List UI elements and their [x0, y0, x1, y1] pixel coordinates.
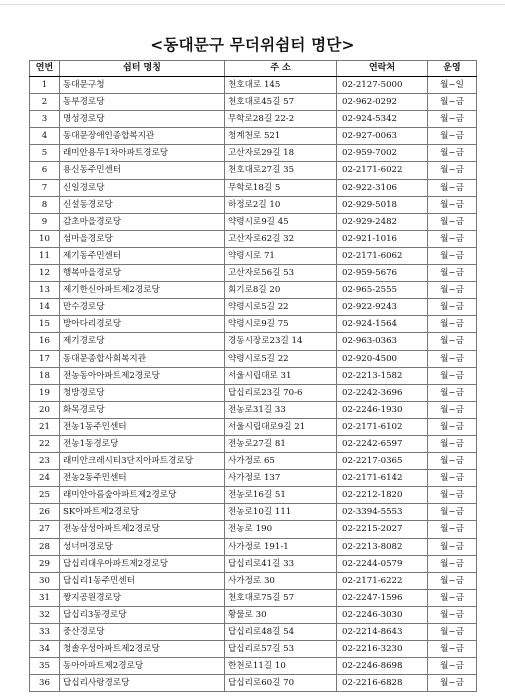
address: 답십리로60길 70 — [225, 675, 337, 692]
row-number: 26 — [30, 504, 60, 521]
address: 경동시장로23길 14 — [225, 333, 337, 350]
table-row — [30, 94, 477, 111]
shelter-name: 짱지공원경로당 — [60, 589, 225, 606]
shelter-name: 전농삼성아파트제2경로당 — [60, 521, 225, 538]
address: 무학로18길 5 — [225, 179, 337, 196]
table-row — [30, 77, 477, 94]
table-row — [30, 247, 477, 264]
row-number: 9 — [30, 213, 60, 230]
table-row — [30, 675, 477, 692]
operating-days: 월~금 — [428, 316, 477, 333]
row-number: 8 — [30, 196, 60, 213]
phone-number: 02-3394-5553 — [337, 504, 428, 521]
table-row — [30, 589, 477, 606]
shelter-name: 섬마을경로당 — [60, 230, 225, 247]
shelter-name: 방아다리경로당 — [60, 316, 225, 333]
table-row — [30, 487, 477, 504]
operating-days: 월~금 — [428, 333, 477, 350]
phone-number: 02-2246-3030 — [337, 606, 428, 623]
row-number: 18 — [30, 367, 60, 384]
operating-days: 월~금 — [428, 265, 477, 282]
table-row — [30, 658, 477, 675]
operating-days: 월~금 — [428, 470, 477, 487]
shelter-name: 래미안크레시티3단지아파트경로당 — [60, 453, 225, 470]
operating-days: 월~금 — [428, 367, 477, 384]
phone-number: 02-2216-3230 — [337, 641, 428, 658]
phone-number: 02-965-2555 — [337, 282, 428, 299]
shelter-name: 래미안용두1차아파트경로당 — [60, 145, 225, 162]
operating-days: 월~금 — [428, 111, 477, 128]
shelter-name: 답십리3동경로당 — [60, 606, 225, 623]
shelter-name: 제기동주민센터 — [60, 247, 225, 264]
operating-days: 월~금 — [428, 589, 477, 606]
phone-number: 02-959-7002 — [337, 145, 428, 162]
operating-days: 월~금 — [428, 282, 477, 299]
address: 사가정로 30 — [225, 572, 337, 589]
phone-number: 02-2216-6828 — [337, 675, 428, 692]
row-number: 15 — [30, 316, 60, 333]
shelter-table — [29, 60, 477, 692]
row-number: 22 — [30, 435, 60, 452]
row-number: 3 — [30, 111, 60, 128]
address: 전농로27길 81 — [225, 435, 337, 452]
table-row — [30, 572, 477, 589]
operating-days: 월~금 — [428, 401, 477, 418]
address: 답십리로23길 70-6 — [225, 384, 337, 401]
row-number: 36 — [30, 675, 60, 692]
address: 사가정로 65 — [225, 453, 337, 470]
phone-number: 02-2242-3696 — [337, 384, 428, 401]
phone-number: 02-959-5676 — [337, 265, 428, 282]
phone-number: 02-922-9243 — [337, 299, 428, 316]
address: 전농로10길 111 — [225, 504, 337, 521]
address: 답십리로48길 54 — [225, 624, 337, 641]
row-number: 29 — [30, 555, 60, 572]
row-number: 35 — [30, 658, 60, 675]
shelter-name: 행복마을경로당 — [60, 265, 225, 282]
phone-number: 02-963-0363 — [337, 333, 428, 350]
address: 약령시로5길 22 — [225, 299, 337, 316]
address: 천호대로75길 57 — [225, 589, 337, 606]
col-header-phone: 연락처 — [337, 61, 428, 77]
header-row — [30, 61, 477, 77]
operating-days: 월~금 — [428, 487, 477, 504]
row-number: 23 — [30, 453, 60, 470]
row-number: 20 — [30, 401, 60, 418]
row-number: 30 — [30, 572, 60, 589]
table-row — [30, 538, 477, 555]
operating-days: 월~금 — [428, 350, 477, 367]
operating-days: 월~금 — [428, 247, 477, 264]
operating-days: 월~금 — [428, 179, 477, 196]
shelter-name: 제기경로당 — [60, 333, 225, 350]
phone-number: 02-924-5342 — [337, 111, 428, 128]
row-number: 6 — [30, 162, 60, 179]
shelter-name: 신설동경로당 — [60, 196, 225, 213]
address: 한천로11길 10 — [225, 658, 337, 675]
phone-number: 02-921-1016 — [337, 230, 428, 247]
phone-number: 02-920-4500 — [337, 350, 428, 367]
shelter-name: 만수경로당 — [60, 299, 225, 316]
phone-number: 02-2217-0365 — [337, 453, 428, 470]
table-row — [30, 265, 477, 282]
col-header-name: 쉼터 명칭 — [60, 61, 225, 77]
address: 회기로8길 20 — [225, 282, 337, 299]
col-header-hours: 운영 — [428, 61, 477, 77]
table-row — [30, 555, 477, 572]
operating-days: 월~금 — [428, 94, 477, 111]
row-number: 34 — [30, 641, 60, 658]
phone-number: 02-2242-6597 — [337, 435, 428, 452]
shelter-name: 명성경로당 — [60, 111, 225, 128]
phone-number: 02-2171-6222 — [337, 572, 428, 589]
table-row — [30, 316, 477, 333]
shelter-name: 동아아파트제2경로당 — [60, 658, 225, 675]
table-row — [30, 435, 477, 452]
table-row — [30, 162, 477, 179]
operating-days: 월~금 — [428, 299, 477, 316]
table-row — [30, 418, 477, 435]
col-header-address: 주 소 — [225, 61, 337, 77]
row-number: 14 — [30, 299, 60, 316]
row-number: 28 — [30, 538, 60, 555]
address: 전농로 190 — [225, 521, 337, 538]
operating-days: 월~금 — [428, 521, 477, 538]
phone-number: 02-2215-2027 — [337, 521, 428, 538]
operating-days: 월~금 — [428, 230, 477, 247]
table-row — [30, 333, 477, 350]
table-row — [30, 111, 477, 128]
shelter-name: 전농2동주민센터 — [60, 470, 225, 487]
row-number: 4 — [30, 128, 60, 145]
operating-days: 월~금 — [428, 196, 477, 213]
phone-number: 02-2171-6102 — [337, 418, 428, 435]
shelter-name: 화목경로당 — [60, 401, 225, 418]
operating-days: 월~금 — [428, 641, 477, 658]
address: 무학로28길 22-2 — [225, 111, 337, 128]
row-number: 21 — [30, 418, 60, 435]
operating-days: 월~금 — [428, 145, 477, 162]
address: 하정로2길 10 — [225, 196, 337, 213]
address: 서울시립대로9길 21 — [225, 418, 337, 435]
row-number: 19 — [30, 384, 60, 401]
shelter-name: 제기한신아파트제2경로당 — [60, 282, 225, 299]
shelter-name: 동부경로당 — [60, 94, 225, 111]
phone-number: 02-2171-6062 — [337, 247, 428, 264]
row-number: 27 — [30, 521, 60, 538]
phone-number: 02-924-1564 — [337, 316, 428, 333]
operating-days: 월~금 — [428, 572, 477, 589]
shelter-name: 답십리1동주민센터 — [60, 572, 225, 589]
operating-days: 월~금 — [428, 606, 477, 623]
phone-number: 02-927-0063 — [337, 128, 428, 145]
shelter-name: 동대문구청 — [60, 77, 225, 94]
table-body — [30, 77, 477, 692]
row-number: 7 — [30, 179, 60, 196]
shelter-name: 신일경로당 — [60, 179, 225, 196]
top-divider — [0, 4, 505, 5]
table-row — [30, 299, 477, 316]
table-row — [30, 196, 477, 213]
row-number: 11 — [30, 247, 60, 264]
operating-days: 월~금 — [428, 538, 477, 555]
table-row — [30, 401, 477, 418]
table-row — [30, 145, 477, 162]
table-row — [30, 282, 477, 299]
table-row — [30, 213, 477, 230]
operating-days: 월~금 — [428, 658, 477, 675]
shelter-name: SK아파트제2경로당 — [60, 504, 225, 521]
row-number: 24 — [30, 470, 60, 487]
table-row — [30, 470, 477, 487]
address: 고산자로29길 18 — [225, 145, 337, 162]
row-number: 5 — [30, 145, 60, 162]
address: 약령시로5길 22 — [225, 350, 337, 367]
phone-number: 02-2244-0579 — [337, 555, 428, 572]
shelter-name: 답십리대우아파트제2경로당 — [60, 555, 225, 572]
table-row — [30, 230, 477, 247]
shelter-name: 전농1동경로당 — [60, 435, 225, 452]
shelter-name: 동대문종합사회복지관 — [60, 350, 225, 367]
table-row — [30, 367, 477, 384]
table-row — [30, 624, 477, 641]
row-number: 33 — [30, 624, 60, 641]
shelter-name: 감초마을경로당 — [60, 213, 225, 230]
shelter-name: 답십리사랑경로당 — [60, 675, 225, 692]
shelter-name: 청방경로당 — [60, 384, 225, 401]
phone-number: 02-2213-8082 — [337, 538, 428, 555]
address: 전농로16길 51 — [225, 487, 337, 504]
operating-days: 월~금 — [428, 128, 477, 145]
table-row — [30, 521, 477, 538]
table-row — [30, 606, 477, 623]
address: 황물로 30 — [225, 606, 337, 623]
shelter-name: 전농동아아파트제2경로당 — [60, 367, 225, 384]
phone-number: 02-2212-1820 — [337, 487, 428, 504]
shelter-name: 래미안아름숲아파트제2경로당 — [60, 487, 225, 504]
phone-number: 02-2171-6022 — [337, 162, 428, 179]
address: 사가정로 191-1 — [225, 538, 337, 555]
table-row — [30, 504, 477, 521]
table-row — [30, 384, 477, 401]
phone-number: 02-922-3106 — [337, 179, 428, 196]
address: 답십리로57길 53 — [225, 641, 337, 658]
table-header — [30, 61, 477, 77]
row-number: 16 — [30, 333, 60, 350]
row-number: 32 — [30, 606, 60, 623]
row-number: 2 — [30, 94, 60, 111]
address: 천호대로 145 — [225, 77, 337, 94]
shelter-name: 청솔우성아파트제2경로당 — [60, 641, 225, 658]
table-row — [30, 179, 477, 196]
phone-number: 02-2247-1596 — [337, 589, 428, 606]
row-number: 10 — [30, 230, 60, 247]
operating-days: 월~일 — [428, 77, 477, 94]
phone-number: 02-2246-1930 — [337, 401, 428, 418]
col-header-no: 연번 — [30, 61, 60, 77]
address: 고산자로56길 53 — [225, 265, 337, 282]
row-number: 13 — [30, 282, 60, 299]
shelter-name: 동대문장애인종합복지관 — [60, 128, 225, 145]
page-title: <동대문구 무더위쉼터 명단> — [150, 36, 355, 54]
phone-number: 02-2171-6142 — [337, 470, 428, 487]
table-row — [30, 641, 477, 658]
address: 천호대로45길 57 — [225, 94, 337, 111]
row-number: 25 — [30, 487, 60, 504]
table-row — [30, 128, 477, 145]
phone-number: 02-2127-5000 — [337, 77, 428, 94]
address: 고산자로62길 32 — [225, 230, 337, 247]
phone-number: 02-2213-1582 — [337, 367, 428, 384]
address: 청계천로 521 — [225, 128, 337, 145]
shelter-name: 용신동주민센터 — [60, 162, 225, 179]
operating-days: 월~금 — [428, 624, 477, 641]
address: 약령시로9길 75 — [225, 316, 337, 333]
phone-number: 02-929-2482 — [337, 213, 428, 230]
address: 사가정로 137 — [225, 470, 337, 487]
operating-days: 월~금 — [428, 418, 477, 435]
table-row — [30, 453, 477, 470]
shelter-name: 전농1동주민센터 — [60, 418, 225, 435]
phone-number: 02-929-5018 — [337, 196, 428, 213]
row-number: 1 — [30, 77, 60, 94]
row-number: 31 — [30, 589, 60, 606]
table-row — [30, 350, 477, 367]
address: 천호대로27길 35 — [225, 162, 337, 179]
operating-days: 월~금 — [428, 675, 477, 692]
operating-days: 월~금 — [428, 555, 477, 572]
operating-days: 월~금 — [428, 504, 477, 521]
operating-days: 월~금 — [428, 384, 477, 401]
address: 답십리로41길 33 — [225, 555, 337, 572]
operating-days: 월~금 — [428, 435, 477, 452]
operating-days: 월~금 — [428, 162, 477, 179]
shelter-name: 중산경로당 — [60, 624, 225, 641]
row-number: 17 — [30, 350, 60, 367]
row-number: 12 — [30, 265, 60, 282]
phone-number: 02-2214-8643 — [337, 624, 428, 641]
address: 서울시립대로 31 — [225, 367, 337, 384]
phone-number: 02-962-0292 — [337, 94, 428, 111]
phone-number: 02-2246-8698 — [337, 658, 428, 675]
shelter-name: 성너머경로당 — [60, 538, 225, 555]
address: 전농로31길 33 — [225, 401, 337, 418]
operating-days: 월~금 — [428, 453, 477, 470]
address: 약령시로9길 45 — [225, 213, 337, 230]
operating-days: 월~금 — [428, 213, 477, 230]
address: 약령시로 71 — [225, 247, 337, 264]
